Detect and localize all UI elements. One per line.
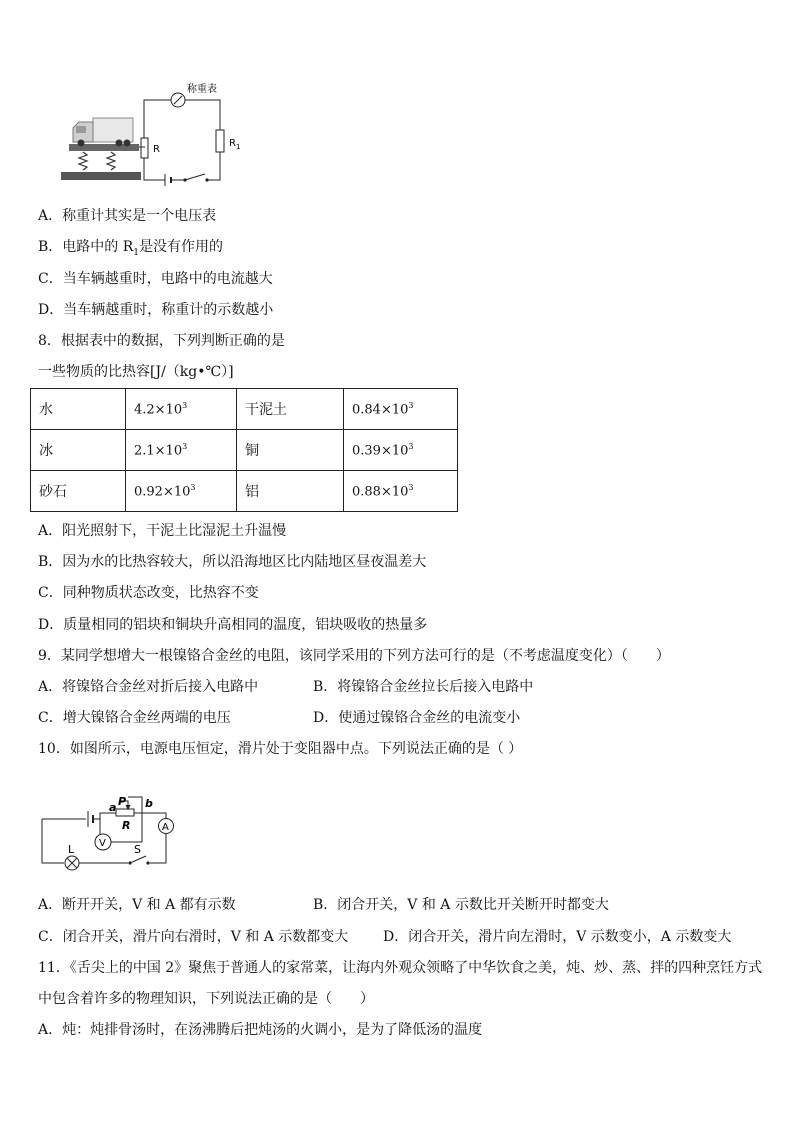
meter-label: 称重表: [187, 84, 217, 95]
label-a: a: [109, 801, 117, 814]
q11-stem-line2: 中包含着许多的物理知识，下列说法正确的是（ ）: [38, 991, 374, 1007]
lamp-circuit-figure: [38, 793, 178, 871]
wire-top: [144, 100, 171, 138]
q10-option-a: A．断开开关，V 和 A 都有示数: [38, 897, 236, 913]
q9-option-b: B．将镍铬合金丝拉长后接入电路中: [313, 679, 534, 695]
q10-option-c: C．闭合开关，滑片向右滑时，V 和 A 示数都变大: [38, 929, 349, 945]
label-R: R: [122, 819, 131, 832]
label-R1: R: [229, 138, 236, 149]
q7-option-a: A．称重计其实是一个电压表: [38, 208, 217, 224]
q7-option-d: D．当车辆越重时，称重计的示数越小: [38, 302, 274, 318]
label-P: P: [118, 795, 127, 808]
table-row: 水 $4.2\times 10^3$ 干泥土 $0.84\times 10^3$: [31, 389, 458, 430]
wire-right: [207, 152, 220, 180]
q9-option-a: A．将镍铬合金丝对折后接入电路中: [38, 679, 259, 695]
q8-option-d: D．质量相同的铝块和铜块升高相同的温度，铝块吸收的热量多: [38, 617, 428, 633]
spring-left: [79, 152, 87, 170]
q8-option-b: B．因为水的比热容较大，所以沿海地区比内陆地区昼夜温差大: [38, 554, 427, 570]
rheostat: [116, 809, 134, 816]
q10-stem: 10．如图所示，电源电压恒定，滑片处于变阻器中点。下列说法正确的是（ ）: [38, 741, 523, 757]
switch: [185, 174, 205, 180]
label-b: b: [145, 797, 153, 810]
wire-top-right: [185, 100, 220, 130]
ammeter-label: A: [162, 822, 169, 833]
table-row: 砂石 $0.92\times 10^3$ 铝 $0.88\times 10^3$: [31, 471, 458, 512]
q9-option-c: C．增大镍铬合金丝两端的电压: [38, 710, 231, 726]
q9-option-d: D．使通过镍铬合金丝的电流变小: [313, 710, 521, 726]
q8-option-c: C．同种物质状态改变，比热容不变: [38, 585, 259, 601]
ground-base: [61, 172, 141, 180]
q9-stem: 9．某同学想增大一根镍铬合金丝的电阻，该同学采用的下列方法可行的是（不考虑温度变化）（ ）: [38, 648, 670, 664]
wire-bottom-left: [144, 158, 165, 180]
q11-stem-line1: 11．《舌尖上的中国 2》聚焦于普通人的家常菜，让海内外观众领略了中华饮食之美，炖、炒、蒸、拌的四种烹饪方式: [38, 960, 763, 976]
label-R1-sub: 1: [235, 143, 241, 151]
label-R: R: [153, 144, 160, 155]
svg-text:R1: [229, 138, 240, 151]
specific-heat-table: [30, 388, 458, 512]
voltmeter-label: V: [99, 838, 106, 849]
q10-option-b: B．闭合开关，V 和 A 示数比开关断开时都变大: [313, 897, 609, 913]
resistor-R1: [216, 130, 224, 152]
label-S: S: [134, 843, 141, 856]
q7-option-c: C．当车辆越重时，电路中的电流越大: [38, 271, 273, 287]
q11-option-a: A．炖：炖排骨汤时，在汤沸腾后把炖汤的火调小，是为了降低汤的温度: [38, 1022, 483, 1038]
q8-option-a: A．阳光照射下，干泥土比湿泥土升温慢: [38, 523, 287, 539]
q8-table-title: 一些物质的比热容[J/（kg•℃）]: [38, 364, 234, 380]
truck-icon: [73, 118, 133, 147]
q7-option-b: B．电路中的 $R_1$是没有作用的: [38, 239, 224, 258]
rheostat-R: [141, 138, 148, 158]
q8-stem: 8．根据表中的数据，下列判断正确的是: [38, 333, 285, 349]
label-L: L: [68, 843, 75, 856]
switch-S: [130, 856, 146, 863]
wire-left: [42, 819, 64, 863]
q10-option-d: D．闭合开关，滑片向左滑时，V 示数变小，A 示数变大: [383, 929, 732, 945]
spring-right: [107, 152, 115, 170]
table-row: 冰 $2.1\times 10^3$ 铜 $0.39\times 10^3$: [31, 430, 458, 471]
weighing-circuit-figure: [55, 80, 255, 190]
